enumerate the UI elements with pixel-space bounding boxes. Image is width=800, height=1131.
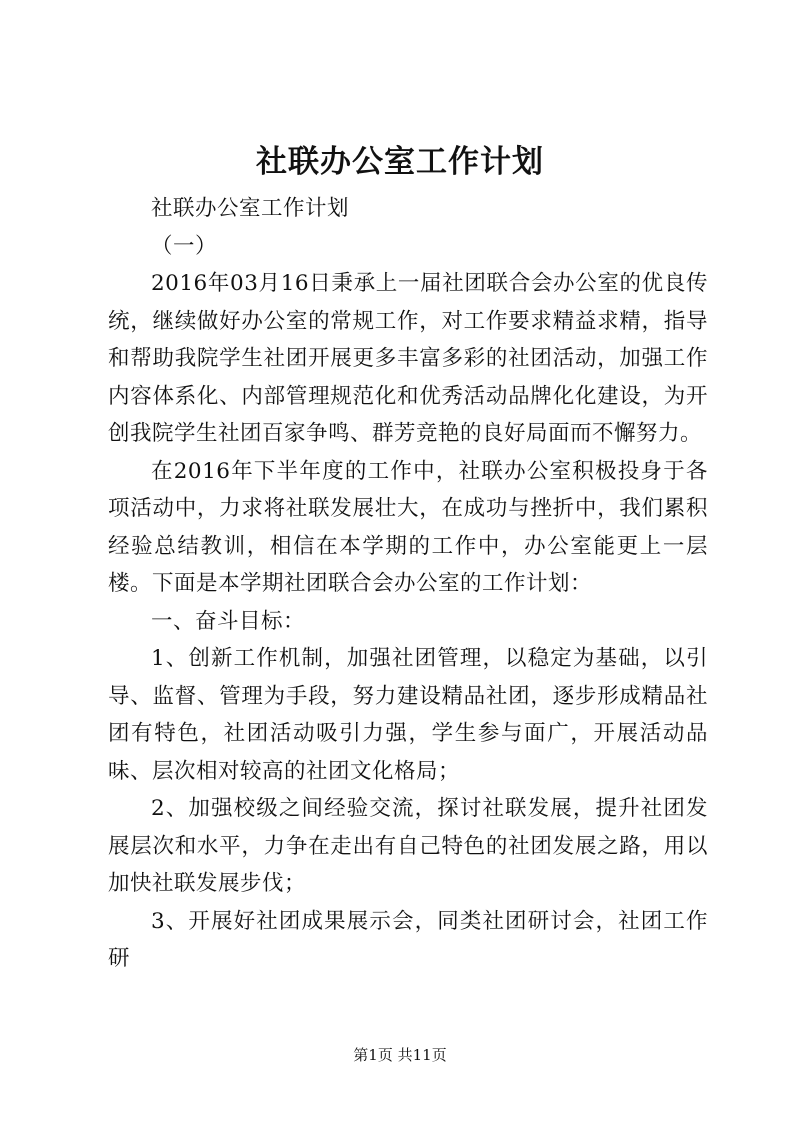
document-body <box>108 190 708 978</box>
paragraph-goal-1: 1、创新工作机制，加强社团管理，以稳定为基础，以引导、监督、管理为手段，努力建设精品社团，逐步形成精品社团有特色，社团活动吸引力强，学生参与面广，开展活动品味、层次相对较高的社团文化格局； <box>108 646 708 784</box>
document-title: 社联办公室工作计划 <box>256 144 544 180</box>
paragraph-intro: 2016年03月16日秉承上一届社团联合会办公室的优良传统，继续做好办公室的常规工作，对工作要求精益求精，指导和帮助我院学生社团开展更多丰富多彩的社团活动，加强工作内容体系化、内部管理规范化和优秀活动品牌化化建设，为开创我院学生社团百家争鸣、群芳竞艳的良好局面而不懈努力。 <box>108 271 708 446</box>
paragraph-subtitle: 社联办公室工作计划 <box>151 196 350 221</box>
page-footer: 第1页 共11页 <box>353 1046 447 1064</box>
paragraph-goal-2: 2、加强校级之间经验交流，探讨社联发展，提升社团发展层次和水平，力争在走出有自己特色的社团发展之路，用以加快社联发展步伐； <box>108 796 708 896</box>
paragraph-section-number: （一） <box>151 233 218 259</box>
paragraph-goals-heading: 一、奋斗目标： <box>151 608 306 634</box>
paragraph-goal-3: 3、开展好社团成果展示会，同类社团研讨会，社团工作研 <box>108 908 708 971</box>
paragraph-review: 在2016年下半年度的工作中，社联办公室积极投身于各项活动中，力求将社联发展壮大，在成功与挫折中，我们累积经验总结教训，相信在本学期的工作中，办公室能更上一层楼。下面是本学期社团联合会办公室的工作计划： <box>108 458 708 596</box>
